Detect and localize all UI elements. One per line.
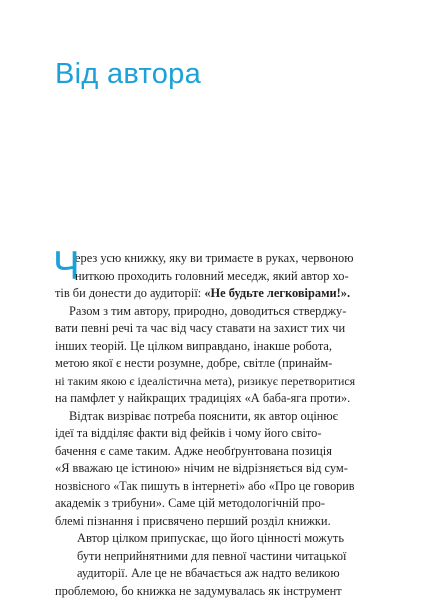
text-line (55, 373, 355, 391)
line-text: «Я вважаю це істиною» нічим не відрізняється від сум- (55, 461, 348, 475)
text-line (55, 390, 355, 408)
text-line (55, 495, 355, 513)
text-line (55, 338, 355, 356)
text-line (55, 513, 355, 531)
line-text: Відтак визріває потреба пояснити, як автор оцінює (69, 408, 338, 423)
drop-cap: Ч (53, 244, 80, 288)
text-line (55, 548, 355, 566)
line-text: Разом з тим автору, природно, доводиться стверджу- (69, 303, 347, 318)
line-text: ні таким якою є ідеалістична мета), ризикує перетворитися (55, 373, 356, 388)
text-line (55, 530, 355, 548)
line-text: тів би донести до аудиторії: (55, 286, 205, 300)
emphasis-text: «Не будьте легковірами!». (204, 286, 351, 300)
text-line (55, 355, 355, 373)
text-line (55, 320, 355, 338)
text-line (55, 460, 355, 478)
line-text: бачення є саме таким. Адже необґрунтована позиція (55, 443, 332, 458)
text-line (55, 443, 355, 461)
line-text: аудиторії. Але це не вбачається аж надто великою (77, 566, 340, 580)
line-text: академік з трибуни». Саме цій методологічній про- (55, 496, 325, 510)
line-text: ниткою проходить головний меседж, який автор хо- (75, 268, 349, 283)
body-text (53, 244, 356, 600)
line-text: метою якої є нести розумне, добре, світле (принайм- (55, 356, 333, 370)
text-line (55, 478, 355, 496)
text-line (55, 303, 355, 321)
line-text: на памфлет у найкращих традиціях «А баба-яга проти». (55, 391, 351, 405)
text-line (55, 285, 355, 303)
text-line (55, 408, 355, 426)
line-text: проблемою, бо книжка не задумувалась як інструмент (55, 583, 342, 598)
line-text: вати певні речі та час від часу ставати на захист тих чи (55, 321, 346, 335)
text-line (55, 583, 355, 600)
line-text: Автор цілком припускає, що його цінності можуть (77, 531, 344, 545)
text-line (55, 268, 355, 286)
line-text: ідеї та відділяє факти від фейків і чому його світо- (55, 426, 322, 440)
line-text: блемі пізнання і присвячено перший розділ книжки. (55, 513, 331, 528)
line-text: ерез усю книжку, яку ви тримаєте в руках, червоною (75, 251, 354, 265)
text-line (55, 425, 355, 443)
line-text: інших теорій. Це цілком виправдано, інакше робота, (55, 338, 332, 353)
text-line (55, 565, 355, 583)
chapter-title: Від автора (55, 58, 202, 90)
line-text: бути неприйнятними для певної частини читацької (77, 548, 347, 563)
line-text: нозвісного «Так пишуть в інтернеті» або «Про це говорив (55, 478, 355, 493)
